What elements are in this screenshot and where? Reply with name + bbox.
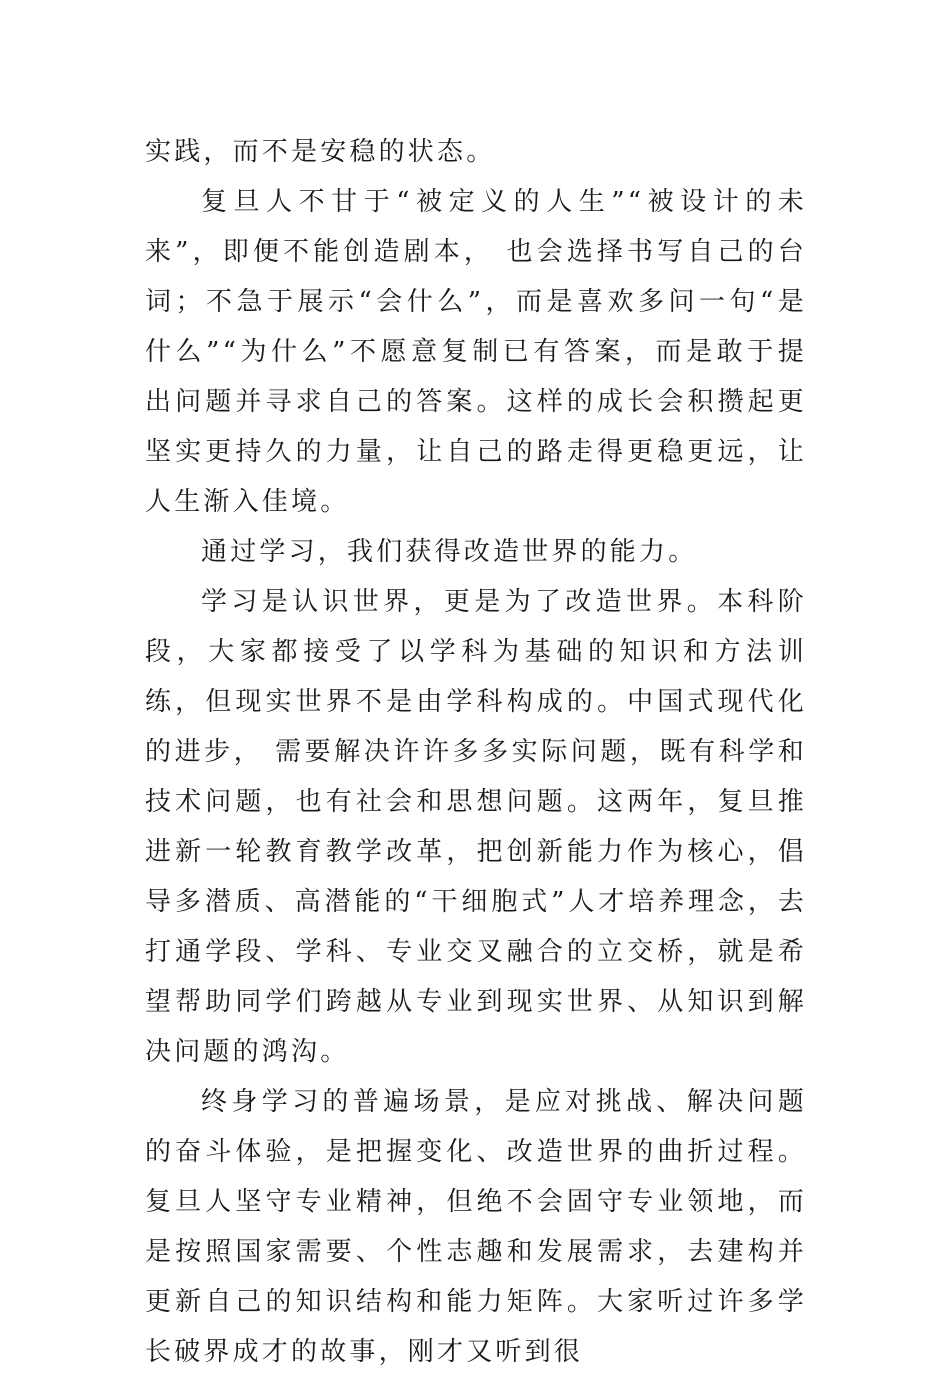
paragraph-2: 复旦人不甘于“被定义的人生”“被设计的未来”，即便不能创造剧本， 也会选择书写自己的台词；不急于展示“会什么”，而是喜欢多问一句“是什么”“为什么”不愿意复制已有答案，而是敢于提出问题并寻求自己的答案。这样的成长会积攒起更坚实更持久的力量，让自己的路走得更稳更远，让人生渐入佳境。 [145,187,807,517]
paragraph-4: 学习是认识世界，更是为了改造世界。本科阶段，大家都接受了以学科为基础的知识和方法训练，但现实世界不是由学科构成的。中国式现代化的进步， 需要解决许许多多实际问题，既有科学和技术问题，也有社会和思想问题。这两年，复旦推进新一轮教育教学改革，把创新能力作为核心，倡导多潜质、高潜能的“干细胞式”人才培养理念，去打通学段、学科、专业交叉融合的立交桥，就是希望帮助同学们跨越从专业到现实世界、从知识到解决问题的鸿沟。 [145,587,807,1067]
paragraph-5: 终身学习的普遍场景，是应对挑战、解决问题的奋斗体验，是把握变化、改造世界的曲折过程。复旦人坚守专业精神，但绝不会固守专业领地，而是按照国家需要、个性志趣和发展需求，去建构并更新自己的知识结构和能力矩阵。大家听过许多学长破界成才的故事，刚才又听到很 [145,1087,807,1367]
body-text [145,127,807,1377]
paragraph-1: 实践，而不是安稳的状态。 [145,137,496,167]
paragraph-3: 通过学习，我们获得改造世界的能力。 [201,537,698,567]
